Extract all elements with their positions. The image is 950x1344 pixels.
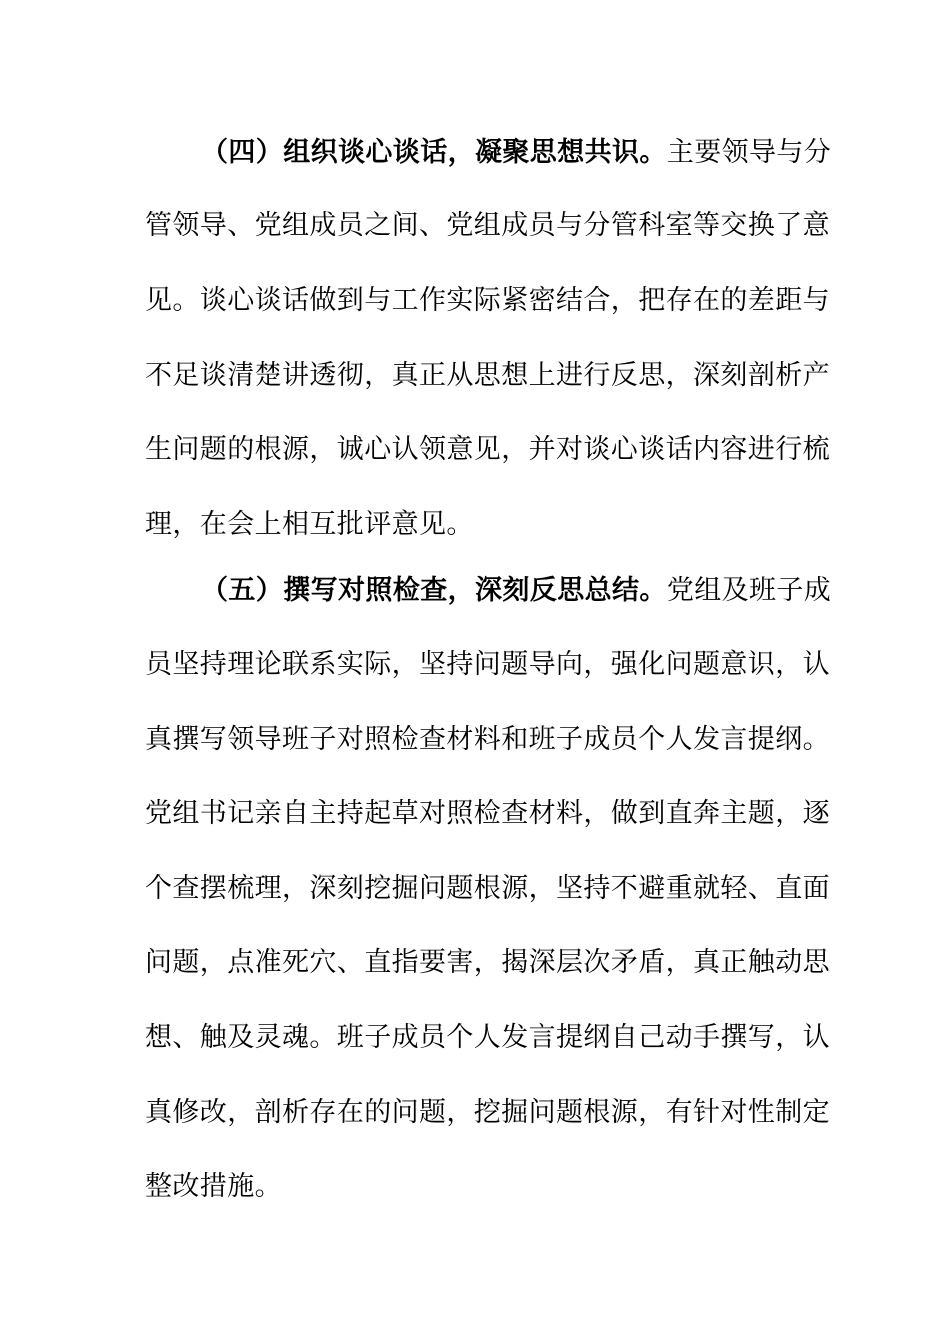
paragraph-4-line-4: 不足谈清楚讲透彻，真正从思想上进行反思，深刻剖析产 <box>145 360 830 391</box>
section-4-heading: （四）组织谈心谈话，凝聚思想共识。 <box>201 137 667 168</box>
section-4-text: 主要领导与分 <box>666 137 832 168</box>
paragraph-5-line-7: 想、触及灵魂。班子成员个人发言提纲自己动手撰写，认 <box>145 1022 830 1053</box>
paragraph-4-line-5: 生问题的根源，诚心认领意见，并对谈心谈话内容进行梳 <box>145 434 830 465</box>
paragraph-5-line-6: 问题，点准死穴、直指要害，揭深层次矛盾，真正触动思 <box>145 947 830 978</box>
paragraph-5-line-4: 党组书记亲自主持起草对照检查材料，做到直奔主题，逐 <box>145 798 830 829</box>
paragraph-4-line-1 <box>201 133 832 173</box>
paragraph-5-line-2: 员坚持理论联系实际，坚持问题导向，强化问题意识，认 <box>145 649 830 680</box>
paragraph-4-line-3: 见。谈心谈话做到与工作实际紧密结合，把存在的差距与 <box>145 285 830 316</box>
paragraph-4-line-2: 管领导、党组成员之间、党组成员与分管科室等交换了意 <box>145 210 830 241</box>
paragraph-5-line-3: 真撰写领导班子对照检查材料和班子成员个人发言提纲。 <box>145 724 830 755</box>
paragraph-5-line-5: 个查摆梳理，深刻挖掘问题根源，坚持不避重就轻、直面 <box>145 873 830 904</box>
section-5-text: 党组及班子成 <box>666 575 832 606</box>
section-5-heading: （五）撰写对照检查，深刻反思总结。 <box>201 575 667 606</box>
paragraph-5-line-1 <box>201 571 832 611</box>
paragraph-4-line-6: 理，在会上相互批评意见。 <box>145 509 474 540</box>
paragraph-5-line-8: 真修改，剖析存在的问题，挖掘问题根源，有针对性制定 <box>145 1097 830 1128</box>
paragraph-5-line-9: 整改措施。 <box>145 1171 282 1202</box>
